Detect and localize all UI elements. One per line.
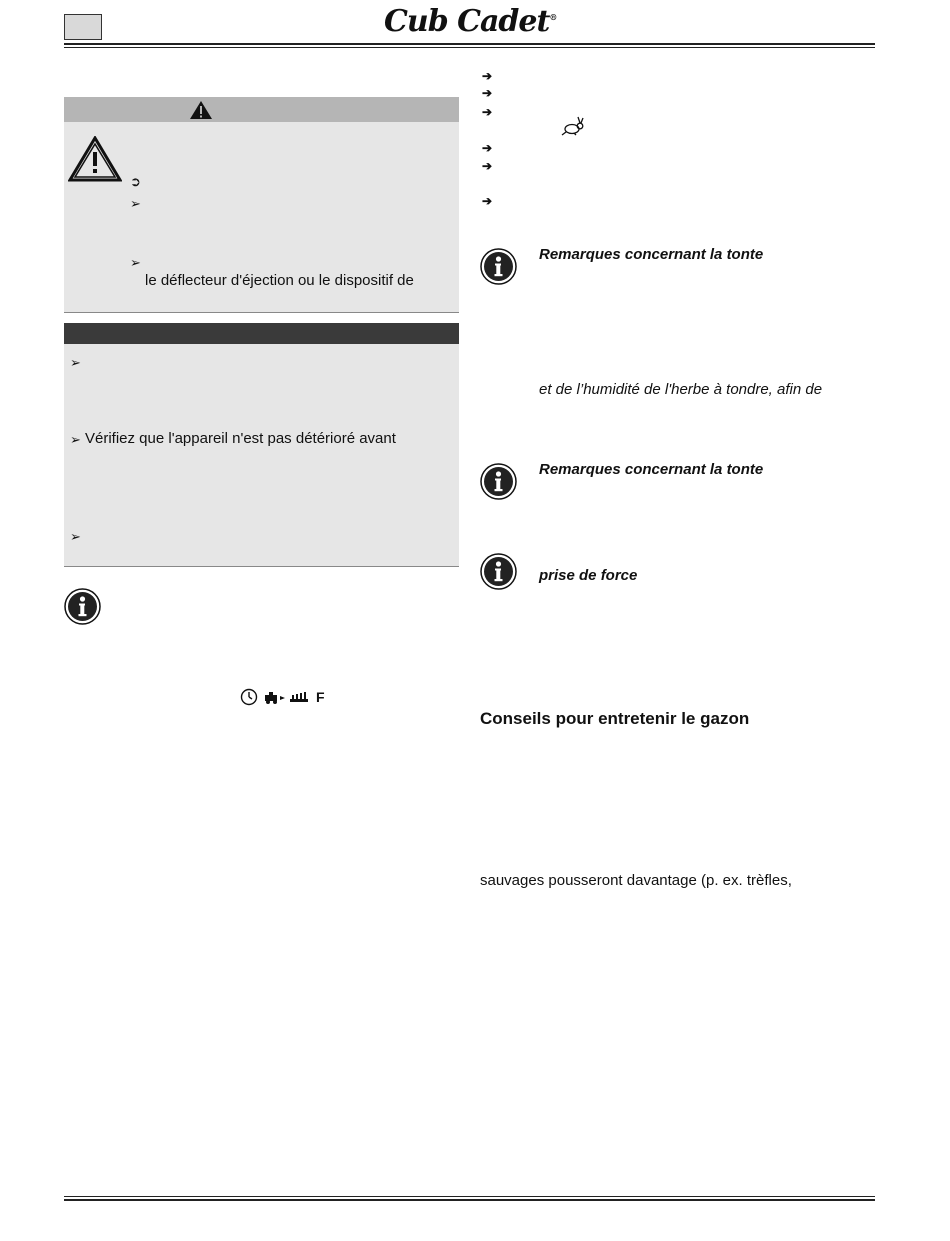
arrow-bullet: ➔ — [482, 69, 493, 83]
info-icon — [480, 553, 517, 594]
arrow-bullet: ➔ — [482, 141, 493, 155]
chevron-bullet: ➢ — [130, 196, 141, 211]
info-icon — [480, 248, 517, 289]
arrow-bullet: ➔ — [482, 86, 493, 100]
arrow-bullet: ➔ — [482, 159, 493, 173]
arrow-bullet: ➔ — [482, 194, 493, 208]
footer-rule-thin — [64, 1196, 875, 1197]
pto-symbols — [240, 688, 325, 706]
warning-large-icon — [68, 136, 122, 186]
header-rule-thin — [64, 47, 875, 48]
safety-text-line: Vérifiez que l'appareil n'est pas détérioré avant — [85, 430, 396, 447]
note-title: Remarques concernant la tonte — [539, 461, 764, 478]
note-title: Remarques concernant la tonte — [539, 246, 764, 263]
info-icon — [64, 588, 101, 629]
body-text-line: sauvages pousseront davantage (p. ex. trèfles, — [480, 872, 792, 889]
note-text-line: et de l’humidité de l'herbe à tondre, afin de — [539, 381, 823, 398]
note-title: prise de force — [539, 567, 638, 584]
warning-text-line: le déflecteur d'éjection ou le dispositif de — [145, 272, 414, 289]
page-number-tab — [64, 14, 102, 40]
chevron-bullet: ➢ — [70, 355, 81, 370]
warning-box-header — [64, 97, 459, 122]
chevron-bullet: ➢ — [70, 529, 81, 544]
mower-pto-icon — [264, 690, 310, 704]
clock-icon — [240, 688, 258, 706]
footer-rule-thick — [64, 1199, 875, 1201]
arrow-bullet: ➔ — [482, 105, 493, 119]
pto-letter: F — [316, 689, 325, 705]
brand-logo: Cub Cadet® — [384, 4, 557, 39]
safety-box-header — [64, 323, 459, 344]
section-heading: Conseils pour entretenir le gazon — [480, 709, 750, 728]
chevron-bullet: ➢ — [130, 255, 141, 270]
pointer-bullet: ➲ — [130, 174, 141, 189]
info-icon — [480, 463, 517, 504]
warning-triangle-icon — [189, 100, 213, 124]
rabbit-fast-icon — [560, 116, 586, 140]
header-rule-thick — [64, 43, 875, 45]
chevron-bullet: ➢ — [70, 432, 81, 447]
